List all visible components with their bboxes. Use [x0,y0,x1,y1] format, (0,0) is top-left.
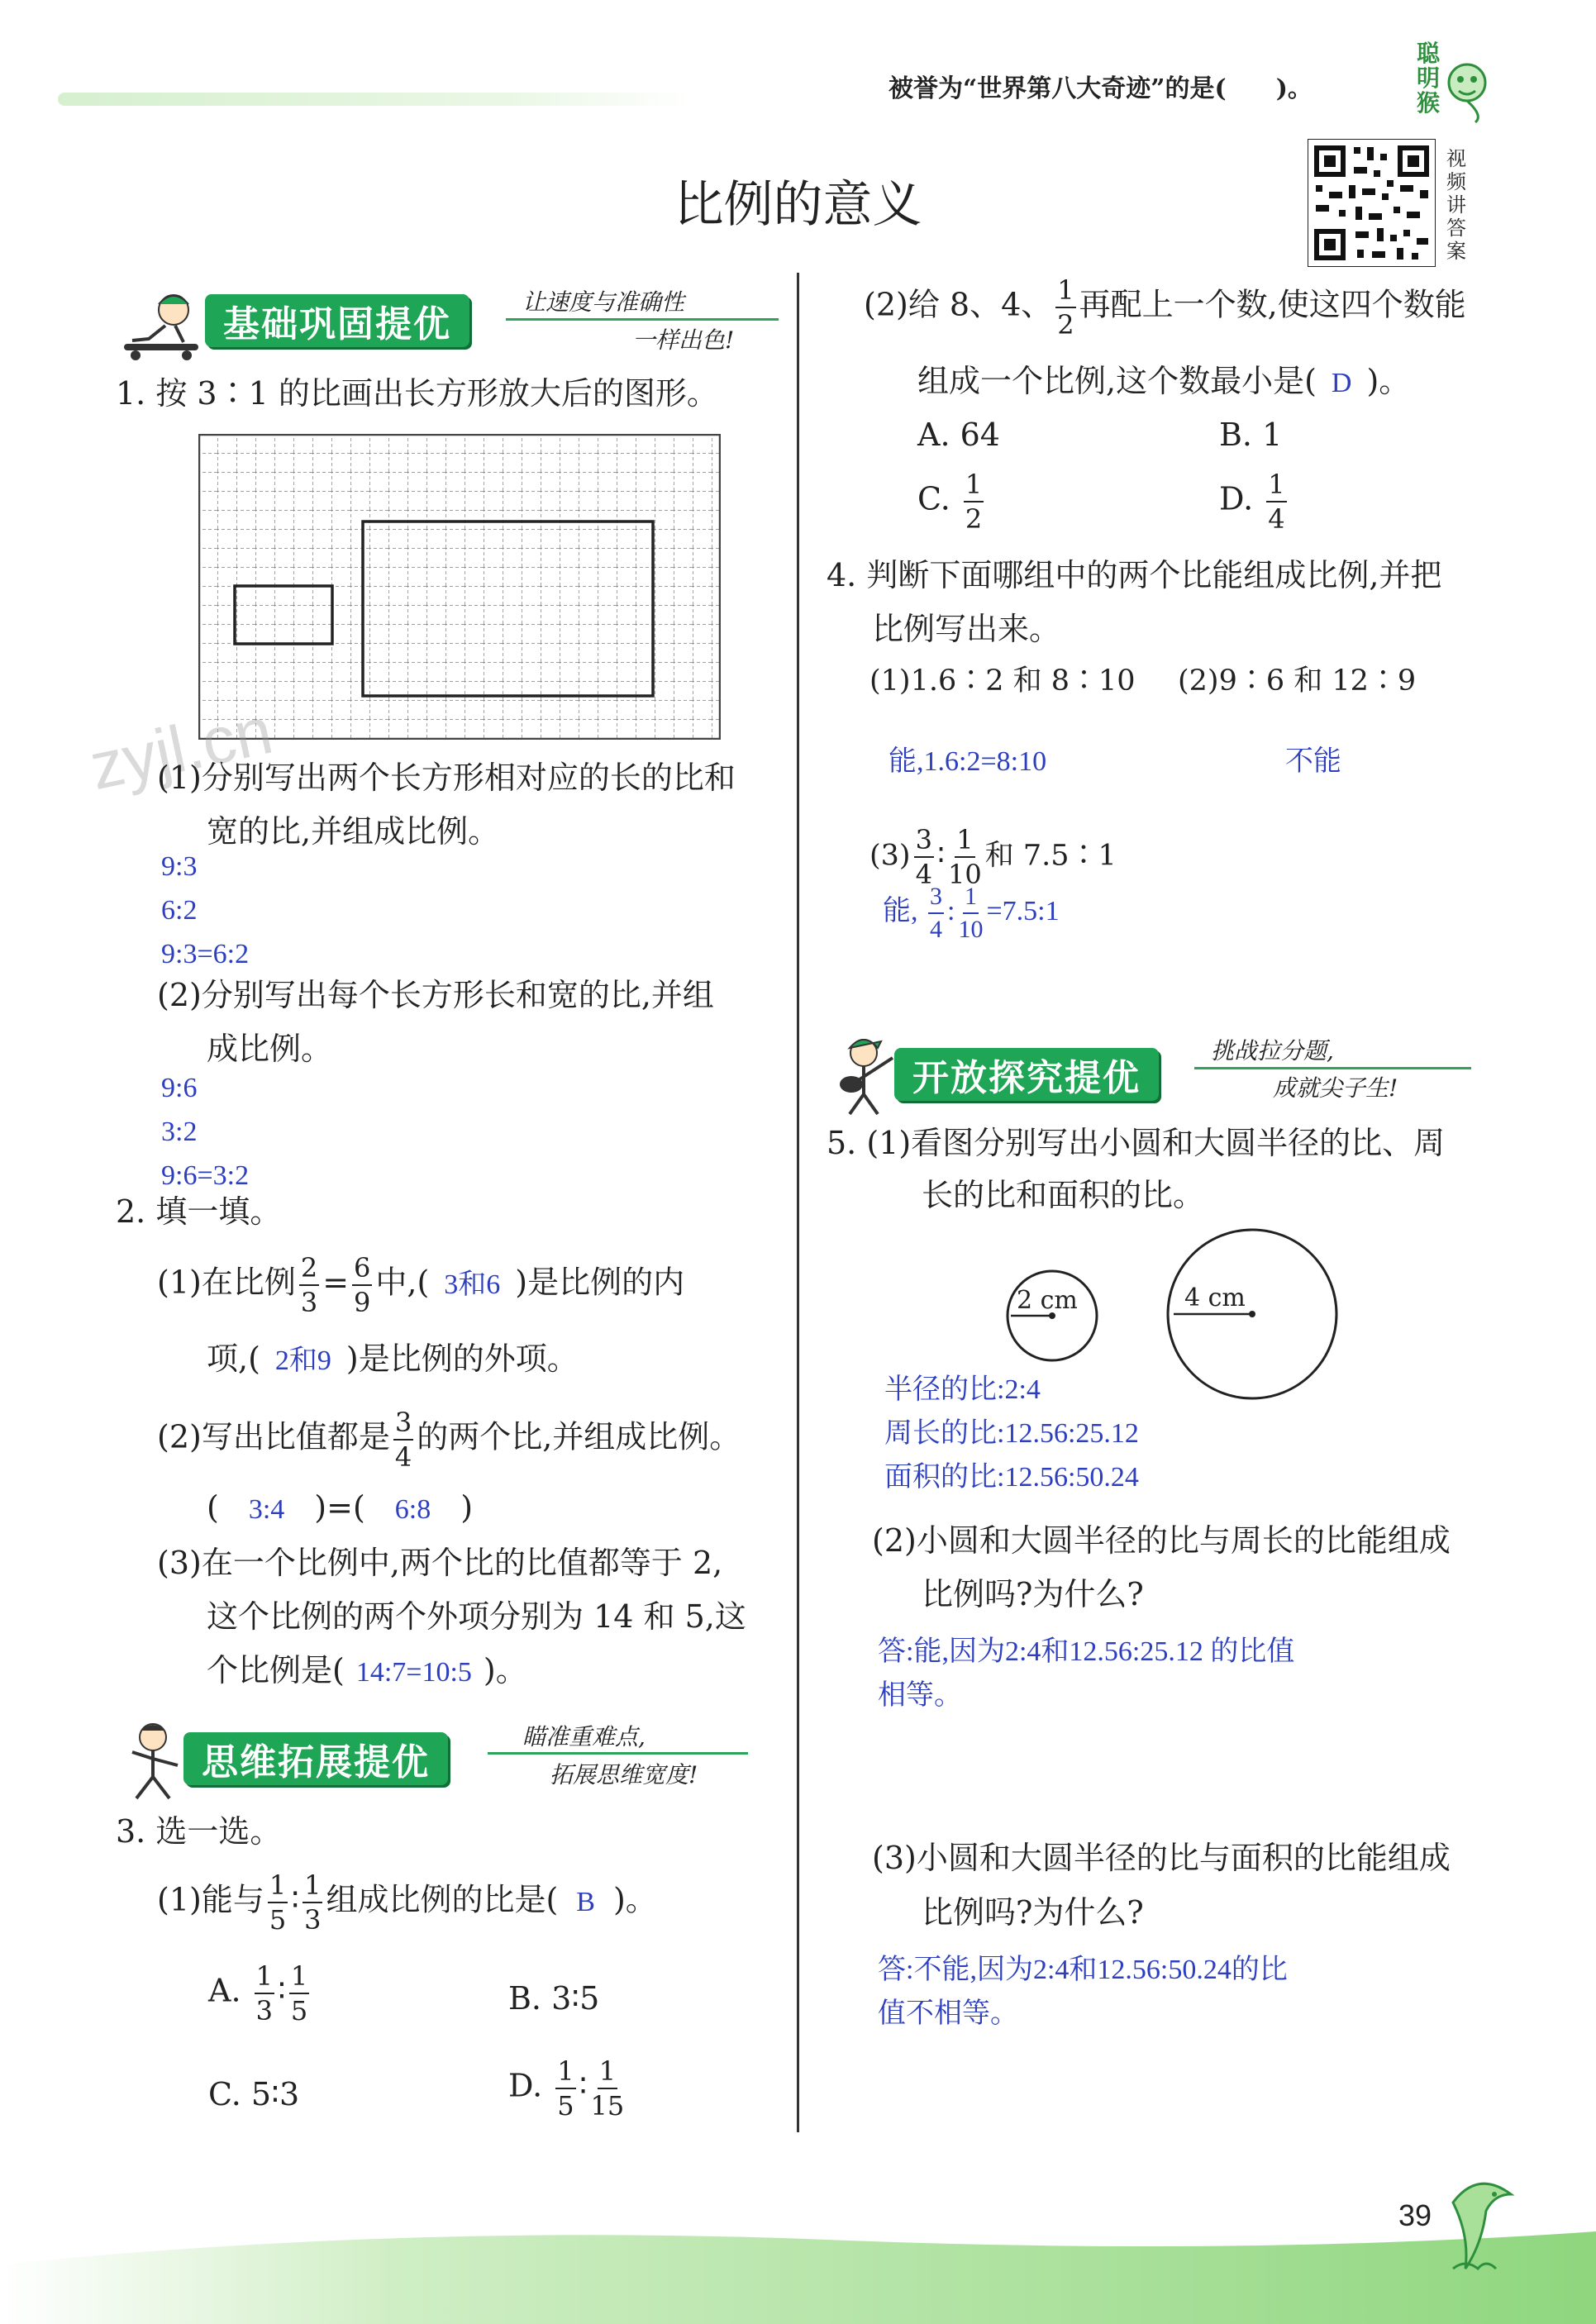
q5-part2-answer-line2: 相等。 [878,1680,962,1711]
banner-basic: 基础巩固提优 [205,294,469,347]
q3-part2-answer: D [1331,368,1352,398]
banner-open: 开放探究提优 [894,1048,1159,1101]
fraction: $\frac{1}{2}$ [965,469,983,535]
fraction: $\frac{2}{3}$ [300,1252,318,1318]
fraction: $\frac{1}{5}$ [290,1960,308,2026]
q2-part2-answer-2: 6:8 [394,1494,431,1525]
q4-part1: (1)1.6∶2 和 8∶10 [869,664,1136,698]
q2-part2-line2: ( 3:4 )=( 6:8 ) [207,1489,474,1526]
q2-part1-line2: 项,( 2和9 )是比例的外项。 [207,1341,579,1377]
q5-part3-answer-line2: 值不相等。 [878,1998,1018,2029]
watermark: zyjl.cn [83,693,279,804]
fraction: $\frac{6}{9}$ [354,1252,371,1318]
fraction: $\frac{1}{4}$ [1268,469,1285,535]
mascot-label: 聪明猴 [1416,40,1440,117]
q2-part1-line1: (1)在比例 $\frac{2}{3}$ = $\frac{6}{9}$ 中,( 3和6 )是比例的内 [157,1252,685,1318]
q5-part2-line2: 比例吗?为什么? [922,1576,1144,1612]
slogan-underline [506,318,779,321]
slogan-underline [488,1752,748,1755]
banner-thinking: 思维拓展提优 [183,1732,448,1785]
q2-part2-answer-1: 3:4 [248,1494,285,1525]
fraction: $\frac{1}{2}$ [1057,274,1074,341]
fraction: $\frac{1}{10}$ [948,824,982,890]
q3-part2-option-b[interactable]: B. 1 [1219,417,1283,453]
slogan-open-2: 成就尖子生! [1273,1074,1398,1102]
q3-part1-option-d[interactable]: D. $\frac{1}{5}$ ∶ $\frac{1}{15}$ [508,2055,625,2122]
q1-part1-answer-3: 9:3=6:2 [161,939,250,969]
q5-answer-area: 面积的比:12.56:50.24 [884,1462,1139,1493]
circles-figure [1004,1223,1351,1413]
q1-part1-line1: (1)分别写出两个长方形相对应的长的比和 [157,760,736,796]
q5-part2-answer-line1: 答:能,因为2:4和12.56:25.12 的比值 [878,1636,1295,1667]
q3-part1-answer: B [576,1886,595,1917]
q3-part2-line2: 组成一个比例,这个数最小是( D )。 [917,363,1411,399]
fraction: $\frac{3}{4}$ [394,1407,412,1473]
q2-part3-line2: 这个比例的两个外项分别为 14 和 5,这 [207,1598,746,1635]
fraction: $\frac{1}{5}$ [269,1869,287,1936]
q4-part2: (2)9∶6 和 12∶9 [1178,664,1417,698]
q5-part1-line1: 5. (1)看图分别写出小圆和大圆半径的比、周 [827,1125,1446,1161]
q1-part1-answer-1: 9:3 [161,851,198,882]
q2-part1-answer-2: 2和9 [274,1345,331,1376]
fraction: $\frac{3}{4}$ [915,824,932,890]
slogan-thinking-2: 拓展思维宽度! [550,1761,698,1788]
slogan-open-1: 挑战拉分题, [1211,1037,1334,1064]
q2-part2-line1: (2)写出比值都是 $\frac{3}{4}$ 的两个比,并组成比例。 [157,1407,741,1473]
q5-answer-circumference: 周长的比:12.56:25.12 [884,1418,1139,1449]
q3-part1-line1: (1)能与 $\frac{1}{5}$ ∶ $\frac{1}{3}$ 组成比例的比是( B )。 [157,1869,657,1936]
q3-part2-line1: (2)给 8、4、 $\frac{1}{2}$ 再配上一个数,使这四个数能 [864,274,1466,341]
qr-label: 视频讲答案 [1446,147,1466,263]
q4-part3: (3) $\frac{3}{4}$ ∶ $\frac{1}{10}$ 和 7.5∶1 [869,824,1117,890]
q3-part1-option-c[interactable]: C. 5∶3 [208,2076,300,2112]
q5-part3-line2: 比例吗?为什么? [922,1894,1144,1931]
q4-answer-2: 不能 [1285,746,1341,777]
q1-part1-line2: 宽的比,并组成比例。 [207,813,500,850]
monkey-icon [1442,58,1492,124]
page-number: 39 [1398,2198,1432,2232]
q4-answer-3: 能, $\frac{3}{4}$ : $\frac{1}{10}$ =7.5:1 [883,883,1060,943]
q3-part2-option-c[interactable]: C. $\frac{1}{2}$ [917,469,983,535]
q1-part2-answer-3: 9:6=3:2 [161,1160,250,1191]
q4-stem-line2: 比例写出来。 [872,611,1061,647]
q4-stem-line1: 4. 判断下面哪组中的两个比能组成比例,并把 [827,557,1442,593]
q2-part3-line3: 个比例是( 14:7=10:5 )。 [207,1652,527,1688]
q2-stem: 2. 填一填。 [116,1193,282,1230]
q3-stem: 3. 选一选。 [116,1813,282,1850]
footer-wave [0,2215,1596,2324]
kid-skateboard-icon [116,289,207,364]
q4-answer-1: 能,1.6:2=8:10 [889,746,1047,777]
q3-part2-option-a[interactable]: A. 64 [917,417,1000,453]
kid-guitar-icon [827,1035,901,1117]
slogan-basic-1: 让速度与准确性 [522,288,685,316]
q5-part1-line2: 长的比和面积的比。 [922,1177,1205,1213]
q1-part1-answer-2: 6:2 [161,895,198,926]
kid-kungfu-icon [116,1719,190,1802]
page-title: 比例的意义 [674,176,922,234]
q3-part1-option-b[interactable]: B. 3∶5 [508,1980,600,2017]
slogan-basic-2: 一样出色! [632,326,735,354]
fraction: $\frac{1}{3}$ [255,1960,273,2026]
q1-part2-answer-2: 3:2 [161,1117,198,1147]
q1-part2-line2: 成比例。 [207,1031,333,1067]
q3-part2-option-d[interactable]: D. $\frac{1}{4}$ [1219,469,1285,535]
slogan-underline [1194,1067,1471,1069]
fraction: $\frac{1}{15}$ [590,2055,625,2122]
q1-stem: 1. 按 3∶1 的比画出长方形放大后的图形。 [116,375,718,412]
slogan-thinking-1: 瞄准重难点, [522,1723,646,1750]
q3-part1-option-a[interactable]: A. $\frac{1}{3}$ ∶ $\frac{1}{5}$ [208,1960,308,2026]
grid-figure [198,434,721,740]
fraction: $\frac{1}{3}$ [304,1869,322,1936]
dolphin-icon [1436,2169,1527,2285]
header-decor-bar [58,93,694,106]
big-circle-label: 4 cm [1184,1283,1246,1312]
q1-part2-answer-1: 9:6 [161,1073,198,1103]
q2-part3-answer: 14:7=10:5 [355,1657,472,1688]
q2-part1-answer-1: 3和6 [444,1269,501,1300]
q5-answer-radius: 半径的比:2:4 [884,1374,1041,1405]
q2-part3-line1: (3)在一个比例中,两个比的比值都等于 2, [157,1545,723,1581]
header-question: 被誉为“世界第八大奇迹”的是( )。 [889,74,1313,103]
q5-part2-line1: (2)小圆和大圆半径的比与周长的比能组成 [872,1522,1451,1559]
q5-part3-answer-line1: 答:不能,因为2:4和12.56:50.24的比 [878,1955,1288,1985]
q1-part2-line1: (2)分别写出每个长方形长和宽的比,并组 [157,977,714,1013]
q5-part3-line1: (3)小圆和大圆半径的比与面积的比能组成 [872,1840,1451,1876]
small-circle-label: 2 cm [1017,1286,1078,1315]
fraction: $\frac{1}{5}$ [557,2055,574,2122]
column-divider [797,273,799,2132]
